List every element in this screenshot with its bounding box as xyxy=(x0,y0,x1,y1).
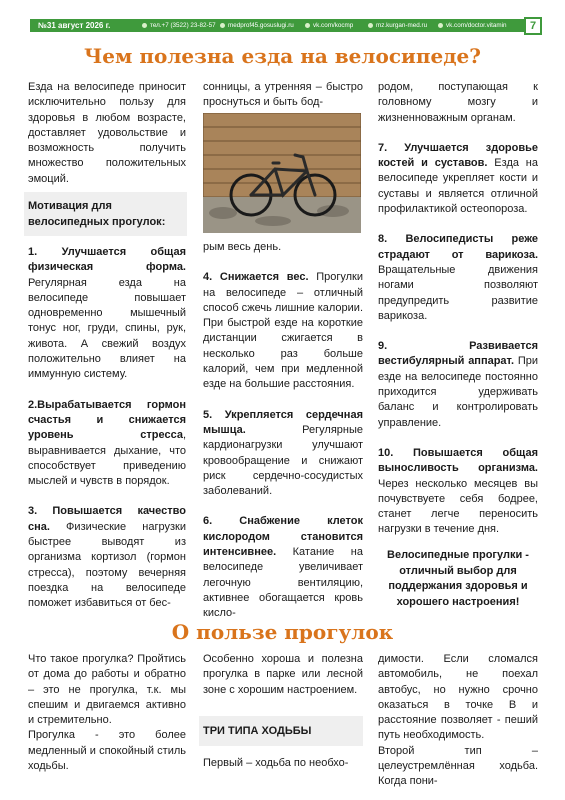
article2-column-2 xyxy=(203,652,363,698)
article-column-2 xyxy=(203,80,363,111)
paragraph: Особенно хороша и полезна прогулка в парке или лесной зоне с хорошим настроением. xyxy=(203,653,363,696)
article-column-1-items xyxy=(28,245,186,612)
list-item: 7. Улучшается здоровье костей и суставов. Езда на велосипеде укрепляет кости и суставы и является отличной профилактикой остеопороза. xyxy=(378,141,539,216)
paragraph: Прогулка - это более медленный и спокойный стиль ходьбы. xyxy=(28,729,186,773)
list-item: 5. Укрепляется сердечная мышца. Регулярные кардионагрузки улучшают кровообращение и снижают риск сердечно-сосудистых заболеваний. xyxy=(203,408,363,498)
article-column-3 xyxy=(378,80,538,538)
list-item: 2.Вырабатывается гормон счастья и снижается уровень стресса, выравнивается дыхание, что способствует приведению мыслей и чувств в порядок. xyxy=(28,398,186,488)
article-title: Чем полезна езда на велосипеде? xyxy=(84,44,481,68)
list-item: 6. Снабжение клеток кислородом становится интенсивнее. Катание на велосипеде увеличивает легочную вентиляцию, активнее обогащается кровь кисло- xyxy=(203,515,363,620)
globe-icon xyxy=(220,23,225,28)
vk-icon xyxy=(438,23,443,28)
contact-vk[interactable]: vk.com/kocmp xyxy=(305,20,353,32)
contact-mz[interactable]: mz.kurgan-med.ru xyxy=(368,20,427,32)
page-number: 7 xyxy=(524,17,542,35)
page-header xyxy=(30,17,542,35)
paragraph: рым весь день. xyxy=(203,241,282,253)
issue-label: №31 август 2026 г. xyxy=(38,21,111,30)
article-column-1 xyxy=(28,80,186,187)
paragraph: Что такое прогулка? Пройтись от дома до работы и обратно – это не прогулка, т.к. мы спешим и двигаемся активно и стремительно. xyxy=(28,653,186,727)
paragraph: димости. Если сломался автомобиль, не поехал автобус, но нужно срочно оказаться в точке В и расстояние позволяет - пеший путь необходимость. xyxy=(378,653,538,742)
article2-column-1 xyxy=(28,652,186,774)
contact-site[interactable]: medprof45.gosuslugi.ru xyxy=(220,20,294,32)
intro-paragraph: Езда на велосипеде приносит исключительно пользу для здоровья в любом возрасте, доставляет удовольствие и возможность получить множество положительных эмоций. xyxy=(28,81,186,185)
article-column-2-items xyxy=(203,240,363,622)
motivation-heading: Мотивация для велосипедных прогулок: xyxy=(24,192,187,236)
list-item: 10. Повышается общая выносливость организма. Через несколько месяцев вы почувствуете себя бодрее, станет легче переносить нагрузки в течение дня. xyxy=(378,446,538,536)
phone-icon xyxy=(142,23,147,28)
vk-icon xyxy=(305,23,310,28)
article-title: О пользе прогулок xyxy=(171,620,394,644)
paragraph: родом, поступающая к головному мозгу и жизненноважным органам. xyxy=(378,81,538,124)
article2-column-3 xyxy=(378,652,538,790)
list-item: 8. Велосипедисты реже страдают от варикоза. Вращательные движения ногами позволяют предупредить развитие варикоза. xyxy=(378,233,538,322)
article2-column-2-cont xyxy=(203,756,363,771)
list-item: 4. Снижается вес. Прогулки на велосипеде – отличный способ сжечь лишние калории. При быстрой езде на короткие дистанции сжигается в несколько раз больше калорий, чем при медленной езде на большие расстояния. xyxy=(203,271,364,391)
globe-icon xyxy=(368,23,373,28)
paragraph: Второй тип – целеустремлённая ходьба. Когда пони- xyxy=(378,744,538,788)
section-heading: ТРИ ТИПА ХОДЬБЫ xyxy=(199,716,363,746)
list-item: 3. Повышается качество сна. Физические нагрузки быстрее выводят из организма кортизол (гормон стресса), поэтому вечерняя поездка на велосипеде поможет избавиться от бес- xyxy=(28,505,186,610)
bicycle-photo xyxy=(203,113,361,233)
paragraph: сонницы, а утренняя – быстро проснуться и быть бод- xyxy=(203,81,363,109)
paragraph: Первый – ходьба по необхо- xyxy=(203,757,349,769)
closing-statement: Велосипедные прогулки - отличный выбор для поддержания здоровья и хорошего настроения! xyxy=(387,549,529,608)
contact-phone: тел.+7 (3522) 23-82-57 xyxy=(142,20,216,32)
list-item: 9. Развивается вестибулярный аппарат. При езде на велосипеде постоянно приходится удерживать баланс и контролировать управление. xyxy=(378,340,538,429)
list-item: 1. Улучшается общая физическая форма. Регулярная езда на велосипеде повышает одновременно мышечный тонус ног, груди, спины, рук, живота. А свежий воздух положительно влияет на иммунную систему. xyxy=(28,246,186,381)
contact-vk-doctor[interactable]: vk.com/doctor.vitamin xyxy=(438,20,507,32)
